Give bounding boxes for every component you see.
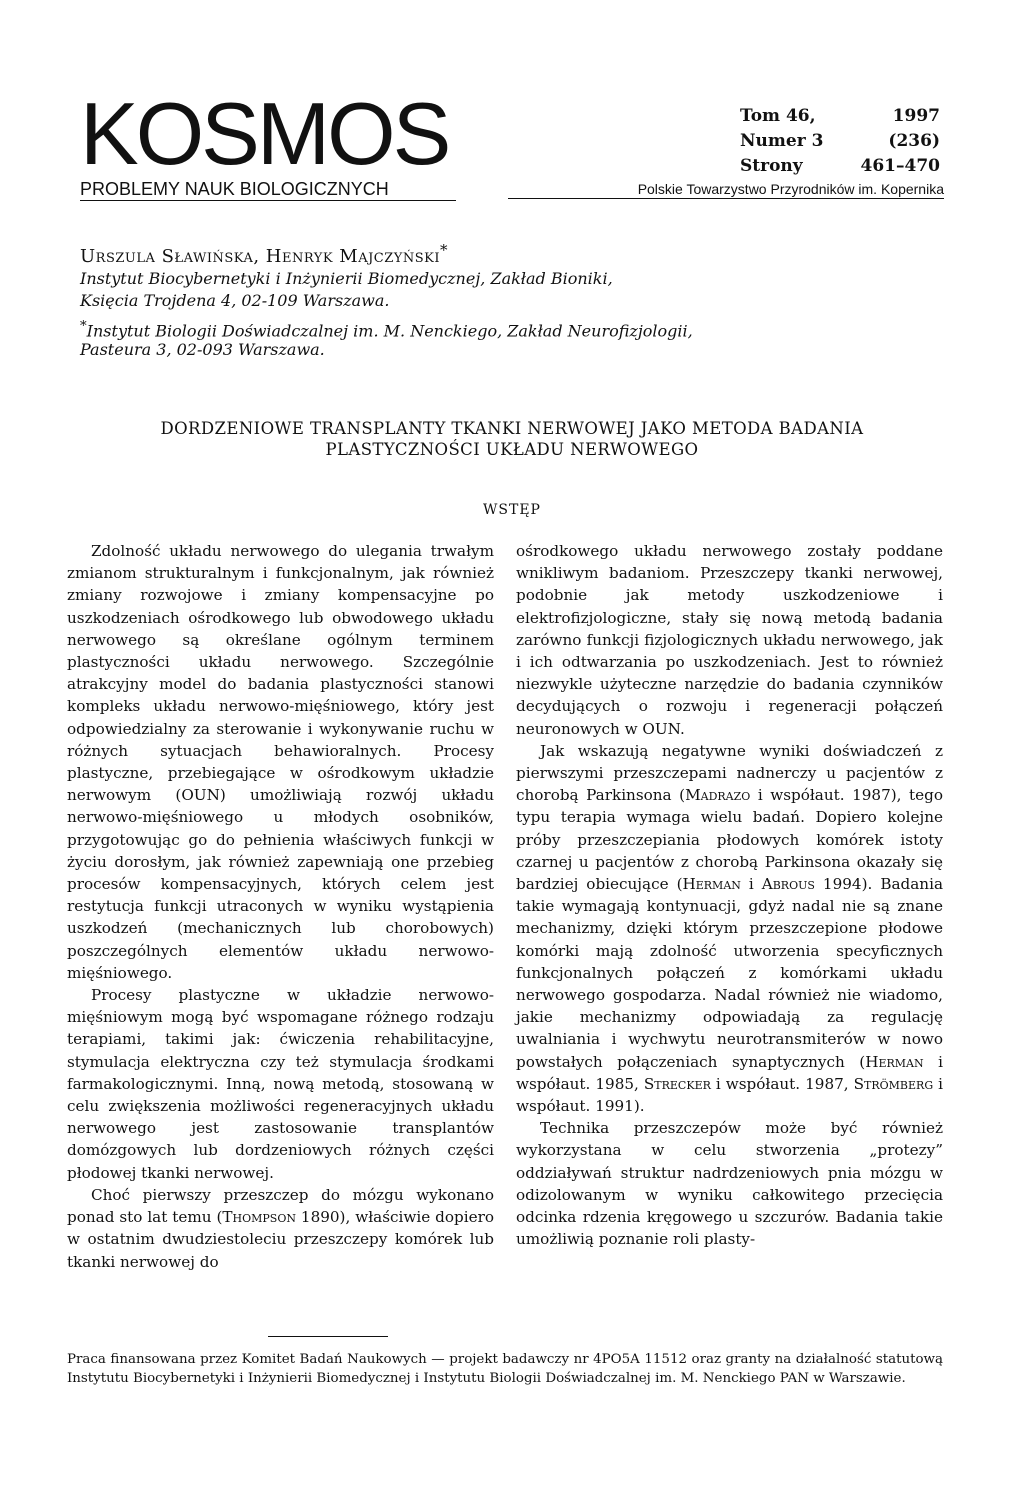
issue-metadata xyxy=(740,104,940,179)
body-paragraph: Technika przeszczepów może być również wykorzystana w celu stworzenia „protezy” oddziaływań struktur nadrdzeniowych pnia mózgu w odizolowanym w wyniku całkowitego przecięcia odcinka rdzenia kręgowego u szczurów. Badania takie umożliwią poznanie roli plasty- xyxy=(516,1119,943,1249)
pages-row xyxy=(740,154,940,179)
section-heading: WSTĘP xyxy=(483,502,541,518)
author-name: Henryk Majczyński xyxy=(265,246,440,267)
affiliation-line: Księcia Trojdena 4, 02-109 Warszawa. xyxy=(80,291,390,310)
volume-row xyxy=(740,104,940,129)
affiliation-line: *Instytut Biologii Doświadczalnej im. M. Nenckiego, Zakład Neurofizjologii, xyxy=(80,319,693,341)
journal-name: KOSMOS xyxy=(80,84,449,183)
issue-row xyxy=(740,129,940,154)
article-title-line: DORDZENIOWE TRANSPLANTY TKANKI NERWOWEJ JAKO METODA BADANIA xyxy=(160,419,864,438)
citation: Strecker xyxy=(643,1074,711,1093)
citation: Herman xyxy=(682,875,741,894)
body-column-right xyxy=(516,540,943,1251)
footnote-divider xyxy=(268,1336,388,1337)
article-title-line: PLASTYCZNOŚCI UKŁADU NERWOWEGO xyxy=(325,440,699,459)
article-title xyxy=(80,418,944,460)
affiliation-line: Pasteura 3, 02-093 Warszawa. xyxy=(80,340,325,359)
citation: Thompson xyxy=(222,1208,296,1227)
journal-subtitle: PROBLEMY NAUK BIOLOGICZNYCH xyxy=(80,178,456,201)
body-paragraph: Jak wskazują negatywne wyniki doświadczeń z pierwszymi przeszczepami nadnerczy u pacjentów z chorobą Parkinsona (Madrazo i współaut. 1987), tego typu terapia wymaga wielu badań. Dopiero kolejne próby przeszczepiania płodowych komórek istoty czarnej u pacjentów z chorobą Parkinsona okazały się bardziej obiecujące (Herman i Abrous 1994). Badania takie wymagają kontynuacji, gdyż nadal nie są znane mechanizmy, dzięki którym przeszczepione płodowe komórki mają zdolność utworzenia specyficznych funkcjonalnych połączeń z komórkami układu nerwowego gospodarza. Nadal również nie wiadomo, jakie mechanizmy odpowiadają za regulację uwalniania i wychwytu neurotransmiterów w nowo powstałych połączeniach synaptycznych (Herman i współaut. 1985, Strecker i współaut. 1987, Strömberg i współaut. 1991). xyxy=(516,741,944,1116)
footnote: Praca finansowana przez Komitet Badań Naukowych — projekt badawczy nr 4PO5A 11512 oraz granty na działalność statutową Instytutu Biocybernetyki i Inżynierii Biomedycznej i Instytutu Biologii Doświadczalnej im. M. Nenckiego PAN w Warszawie. xyxy=(67,1352,943,1386)
citation: Madrazo xyxy=(685,786,751,805)
citation: Herman xyxy=(865,1052,924,1071)
affiliation-line: Instytut Biocybernetyki i Inżynierii Biomedycznej, Zakład Bioniki, xyxy=(80,269,613,288)
body-column-left xyxy=(67,540,494,1273)
society-name: Polskie Towarzystwo Przyrodników im. Kopernika xyxy=(508,180,944,199)
body-paragraph: Choć pierwszy przeszczep do mózgu wykonano ponad sto lat temu (Thompson 1890), właściwie dopiero w ostatnim dwudziestoleciu przeszczepy komórek lub tkanki nerwowej do xyxy=(67,1185,494,1271)
citation: Abrous xyxy=(761,875,815,894)
body-paragraph: Procesy plastyczne w układzie nerwowo-mięśniowym mogą być wspomagane różnego rodzaju terapiami, takimi jak: ćwiczenia rehabilitacyjne, stymulacja elektryczna czy też stymulacja środkami farmakologicznymi. Inną, nową metodą, stosowaną w celu zwiększenia możliwości regeneracyjnych układu nerwowego jest zastosowanie transplantów domózgowych lub dordzeniowych różnych części płodowej tkanki nerwowej. xyxy=(67,986,494,1182)
citation: Strömberg xyxy=(853,1074,934,1093)
author-name: Urszula Sławińska xyxy=(80,246,254,267)
pages-value: 461–470 xyxy=(860,156,940,176)
volume-label: Tom 46, xyxy=(740,106,816,126)
body-paragraph: Zdolność układu nerwowego do ulegania trwałym zmianom strukturalnym i funkcjonalnym, jak również zmiany rozwojowe i zmiany kompensacyjne po uszkodzeniach ośrodkowego lub obwodowego układu nerwowego są określane ogólnym terminem plastyczności układu nerwowego. Szczególnie atrakcyjny model do badania plastyczności stanowi kompleks układu nerwowo-mięśniowego, który jest odpowiedzialny za sterowanie i wykonywanie ruchu w różnych sytuacjach behawioralnych. Procesy plastyczne, przebiegające w ośrodkowym układzie nerwowym (OUN) umożliwiają rozwój układu nerwowo-mięśniowego u młodych osobników, przygotowując go do pełnienia właściwych funkcji w życiu dorosłym, jak również zapewniają one przebieg procesów kompensacyjnych, których celem jest restytucja funkcji utraconych w wyniku wystąpienia uszkodzeń (mechanicznych lub chorobowych) poszczególnych elementów układu nerwowo-mięśniowego. xyxy=(67,542,494,982)
affiliation-marker: * xyxy=(439,241,448,259)
affiliation-marker: * xyxy=(80,319,87,334)
issue-label: Numer 3 xyxy=(740,131,824,151)
pages-label: Strony xyxy=(740,156,803,176)
author-separator: , xyxy=(253,246,266,267)
author-line xyxy=(80,238,448,269)
issue-value: (236) xyxy=(888,131,940,151)
body-paragraph: ośrodkowego układu nerwowego zostały poddane wnikliwym badaniom. Przeszczepy tkanki nerwowej, podobnie jak metody uszkodzeniowe i elektrofizjologiczne, stały się nową metodą badania zarówno funkcji fizjologicznych układu nerwowego, jak i ich odtwarzania po uszkodzeniach. Jest to również niezwykle użyteczne narzędzie do badania czynników decydujących o rozwoju i regeneracji połączeń neuronowych w OUN. xyxy=(516,542,943,738)
volume-value: 1997 xyxy=(892,106,940,126)
